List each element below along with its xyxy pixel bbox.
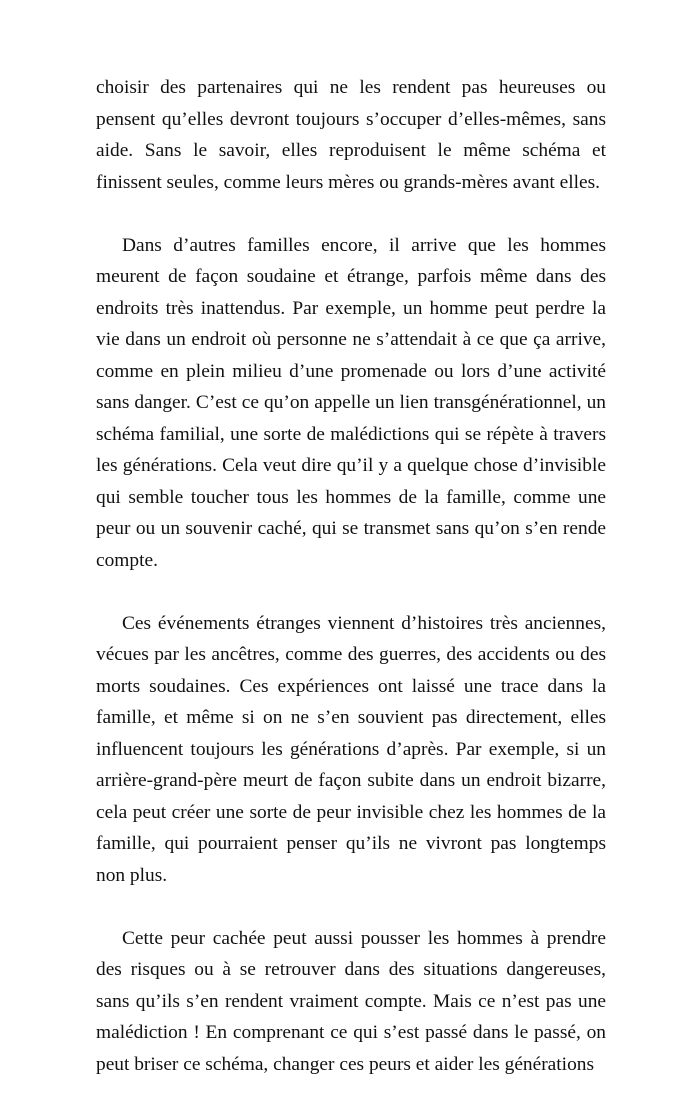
paragraph-continuation: choisir des partenaires qui ne les rendent pas heureuses ou pensent qu’elles devront toujours s’occuper d’elles-mêmes, sans aide. Sans le savoir, elles reproduisent le même schéma et finissent seules, comme leurs mères ou grands-mères avant elles. (96, 77, 606, 193)
document-page (96, 72, 606, 1112)
paragraph-hidden-fear: Cette peur cachée peut aussi pousser les hommes à prendre des risques ou à se retrouver dans des situations dangereuses, sans qu’ils s’en rendent vraiment compte. Mais ce n’est pas une malédiction ! En comprenant ce qui s’est passé dans le passé, on peut briser ce schéma, changer ces peurs et aider les générations (96, 927, 606, 1075)
paragraph-ancestral-events: Ces événements étranges viennent d’histoires très anciennes, vécues par les ancêtres, comme des guerres, des accidents ou des morts soudaines. Ces expériences ont laissé une trace dans la famille, et même si on ne s’en souvient pas directement, elles influencent toujours les générations d’après. Par exemple, si un arrière-grand-père meurt de façon subite dans un endroit bizarre, cela peut créer une sorte de peur invisible chez les hommes de la famille, qui pourraient penser qu’ils ne vivront pas longtemps non plus. (96, 612, 606, 886)
paragraph-sudden-deaths: Dans d’autres familles encore, il arrive que les hommes meurent de façon soudaine et étrange, parfois même dans des endroits très inattendus. Par exemple, un homme peut perdre la vie dans un endroit où personne ne s’attendait à ce que ça arrive, comme en plein milieu d’une promenade ou lors d’une activité sans danger. C’est ce qu’on appelle un lien transgénérationnel, un schéma familial, une sorte de malédictions qui se répète à travers les générations. Cela veut dire qu’il y a quelque chose d’invisible qui semble toucher tous les hommes de la famille, comme une peur ou un souvenir caché, qui se transmet sans qu’on s’en rende compte. (96, 234, 606, 571)
